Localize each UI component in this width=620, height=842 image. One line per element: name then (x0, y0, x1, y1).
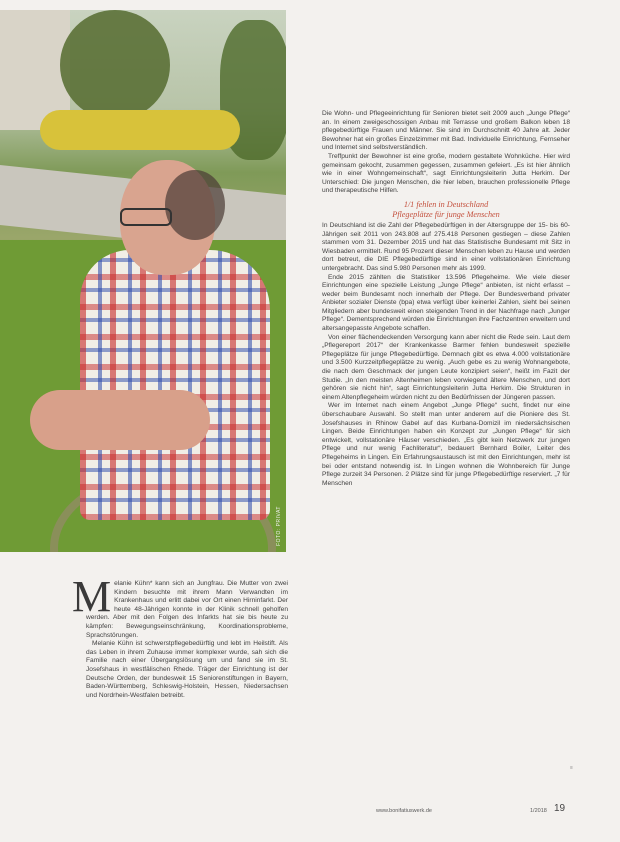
article-paragraph: Treffpunkt der Bewohner ist eine große, modern gestaltete Wohnküche. Hier wird gemeinsam gekocht, zusammen gegessen, zusammen gefeiert. „Es ist hier ähnlich wie in einer Wohngemeinschaft“, sagt Einrichtungsleiterin Jutta Herkim. Der Unterschied: Die jungen Menschen, die hier leben, brauchen professionelle Pflege und therapeutische Hilfen. (322, 152, 570, 195)
section-heading-line2: Pflegeplätze für junge Menschen (392, 209, 500, 219)
photo-credit: FOTO: PRIVAT (276, 506, 282, 546)
continuation-mark: ≡ (570, 765, 573, 771)
feature-photo (0, 10, 286, 552)
section-heading-line1: 1/1 fehlen in Deutschland (403, 199, 489, 209)
plaid-shirt (80, 250, 270, 520)
photo-tree (60, 10, 170, 120)
section-heading (322, 200, 570, 220)
photo-hedge (40, 110, 240, 150)
article-paragraph: Ende 2015 zählten die Statistiker 13.596 Pflegeheime. Wie viele dieser Einrichtungen eine spezielle Leistung „Junge Pflege“ anbieten, ist nicht erfasst – weder beim Bundesamt noch innerhalb der Pflege. Der Bundesverband privater Anbieter sozialer Dienste (bpa) etwa verfügt über keinerlei Zahlen, sieht bei seinen Mitgliedern aber bundesweit einen steigenden Trend in der Nachfrage nach „Junger Pflege“. Dementsprechend würden die Einrichtungen ihre Fachzentren erweitern und altersangepasste Angebote schaffen. (322, 273, 570, 333)
drop-cap: M (72, 572, 112, 621)
footer-url: www.bonifatiuswerk.de (376, 808, 432, 814)
article-paragraph: Wer im Internet nach einem Angebot „Junge Pflege“ sucht, findet nur eine überschaubare Auswahl. So stellt man unter anderem auf die Pioniere des St. Josefshauses in Rhinow Gabel auf das Kurbana-Domizil im niedersächsischen Lingen. Beide Einrichtungen haben ein Konzept zur „Jungen Pflege“ für sich entwickelt, vollstationäre Häuser verschieden. „Es gibt kein Netzwerk zur jungen Pflege und nur wenig Fachliteratur“, bedauert Bernhard Boiler, Leiter des Pflegeheims in Lingen. Ein Erfahrungsaustausch ist mit den Einrichtungen, mehr ist bei oder entstand notwendig ist. In Lingen wohnen die Wohnbereich für Junge Pflege zurzeit 34 Personen. 2 Plätze sind für junge Pflegebedürftige reserviert. „7 für Menschen (322, 402, 570, 487)
man-hair (165, 170, 225, 240)
page-number: 19 (554, 803, 566, 814)
left-article-column (72, 572, 288, 700)
right-article-column (322, 110, 570, 488)
page-footer (376, 803, 590, 817)
man-arm (30, 390, 210, 450)
article-paragraph: elanie Kühn* kann sich an Jungfrau. Die Mutter von zwei Kindern besuchte mit ihrem Mann Verwandten im Krankenhaus und erlitt dabei vor Ort einen Hirninfarkt. Der heute 48-Jährigen konnte in der Klinik schnell geholfen werden. Aber mit den Folgen des Infarkts hat sie bis heute zu kämpfen: Bewegungseinschränkung, Koordinationsprobleme, Sprachstörungen. (86, 580, 288, 639)
glasses (120, 208, 172, 226)
article-paragraph: Von einer flächendeckenden Versorgung kann aber nicht die Rede sein. Laut dem „Pflegereport 2017“ der Krankenkasse Barmer fehlen bundesweit spezielle Pflegeplätze für junge Pflegebedürftige. Demnach gibt es etwa 4.000 vollstationäre und 3.500 Kurzzeitpflegeplätze zu wenig. „Auch gebe es zu wenig Wohnangebote, die nach dem Geschmack der jungen Leute konzipiert seien“, heißt im Fazit der Studie. „In den meisten Altenheimen leben vorwiegend ältere Menschen, und dort gehören sie nicht hin“, sagt Einrichtungsleiterin Jutta Herkim. Die Strukturen in einem Altenpflegeheim würden nicht zu den Bedürfnissen der Jüngeren passen. (322, 333, 570, 401)
article-paragraph: Die Wohn- und Pflegeeinrichtung für Senioren bietet seit 2009 auch „Junge Pflege“ an. In einem zweigeschossigen Anbau mit Terrasse und großem Balkon leben 18 pflegebedürftige Frauen und Männer. Sie sind im Durchschnitt 40 Jahre alt. Jeder Bewohner hat ein großes Einzelzimmer mit Bad. Individuelle Einrichtung, Fernseher und Internet sind selbstverständlich. (322, 110, 570, 152)
footer-issue: 1/2018 (530, 808, 547, 814)
article-paragraph: In Deutschland ist die Zahl der Pflegebedürftigen in der Altersgruppe der 15- bis 60-Jährigen seit 2011 von 243.808 auf 275.418 Personen gestiegen – diese Zahlen stammen vom 31. Dezember 2015 und hat das Statistische Bundesamt mit Sitz in Wiesbaden ermittelt. Rund 95 Prozent dieser Menschen leben zu Hause und werden dort betreut, die DIE Pflegebedürftige sind in einer vollstationären Einrichtung untergebracht. Das sind 5.980 Personen mehr als 1999. (322, 221, 570, 272)
article-paragraph: Melanie Kühn ist schwerstpflegebedürftig und lebt im Heilstift. Als das Leben in ihrem Zuhause immer komplexer wurde, sah sich die Familie nach einer Übergangslösung um und fand sie im St. Josefshaus in westfälischen Rhede. Träger der Einrichtung ist der Deutsche Orden, der bundesweit 15 Seniorenstiftungen in Bayern, Baden-Württemberg, Schleswig-Holstein, Hessen, Niedersachsen und Nordrhein-Westfalen betreibt. (86, 640, 288, 699)
